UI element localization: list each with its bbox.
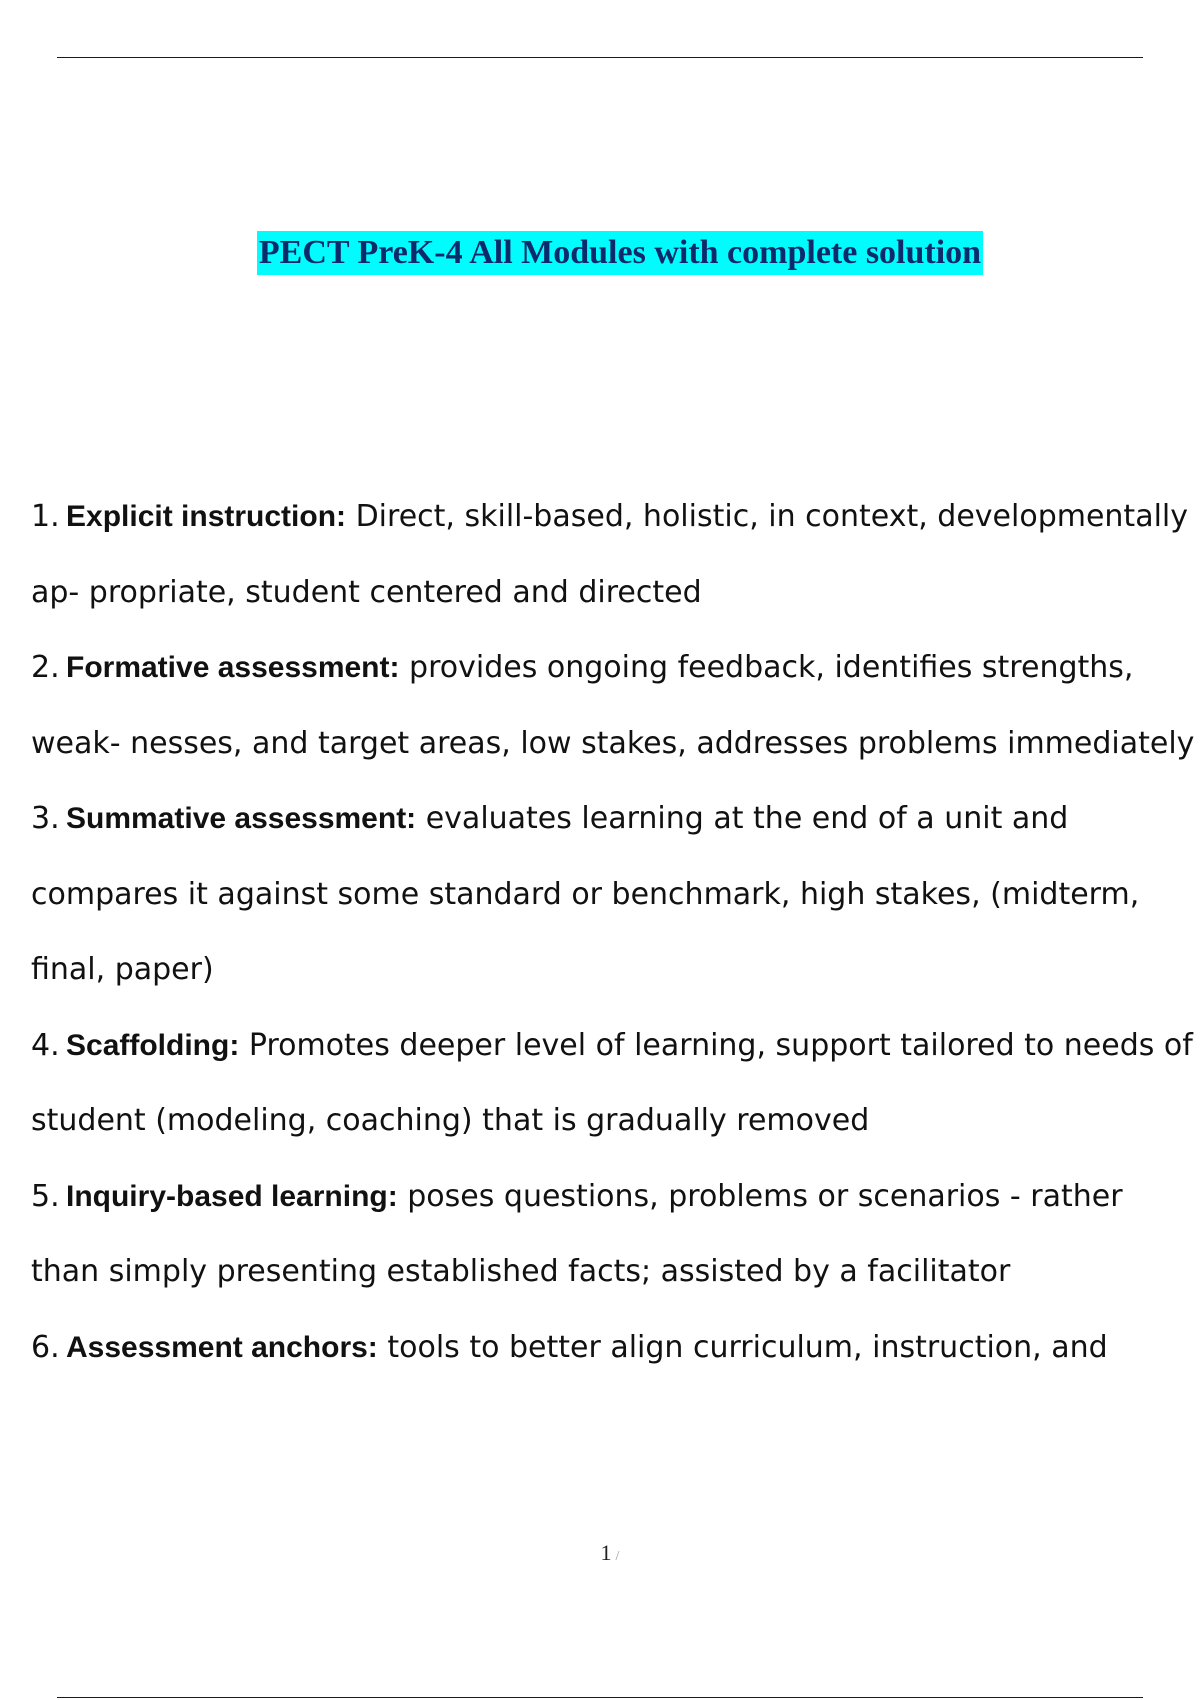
item-term: Scaffolding: [66,1028,240,1062]
list-item [31,781,1196,1008]
item-term: Explicit instruction: [66,500,347,533]
item-term: Formative assessment: [66,651,400,684]
bottom-rule [57,1697,1143,1698]
item-term: Assessment anchors: [66,1330,378,1364]
item-definition: provides ongoing feedback, identifies strengths, weak- nesses, and target areas, low stakes, addresses problems immediately [31,650,1195,761]
definition-list [31,479,1196,1385]
item-number: 3. [31,801,60,836]
item-term: Inquiry-based learning: [66,1179,398,1213]
page-number-footer [0,1540,1200,1566]
item-definition: Promotes deeper level of learning, support tailored to needs of student (modeling, coaching) that is gradually removed [31,1027,1193,1138]
item-number: 2. [31,650,60,685]
list-item [31,1159,1196,1310]
item-number: 1. [31,499,60,534]
item-definition: Direct, skill-based, holistic, in context, developmentally ap- propriate, student centered and directed [31,499,1189,610]
item-number: 4. [31,1027,60,1063]
item-definition: tools to better align curriculum, instruction, and [387,1329,1108,1365]
item-number: 5. [31,1178,60,1214]
document-title: PECT PreK-4 All Modules with complete solution [257,231,983,275]
top-rule [57,57,1143,58]
title-container [0,231,1200,275]
list-item [31,630,1196,781]
item-term: Summative assessment: [66,802,417,835]
list-item [31,1310,1196,1386]
list-item [31,479,1196,630]
item-definition: evaluates learning at the end of a unit and compares it against some standard or benchmark, high stakes, (midterm, final, paper) [31,801,1140,987]
item-number: 6. [31,1329,60,1365]
page-separator: / [615,1549,620,1564]
page-number: 1 [600,1540,612,1565]
item-definition: poses questions, problems or scenarios - rather than simply presenting established facts; assisted by a facilitator [31,1178,1123,1289]
list-item [31,1008,1196,1159]
